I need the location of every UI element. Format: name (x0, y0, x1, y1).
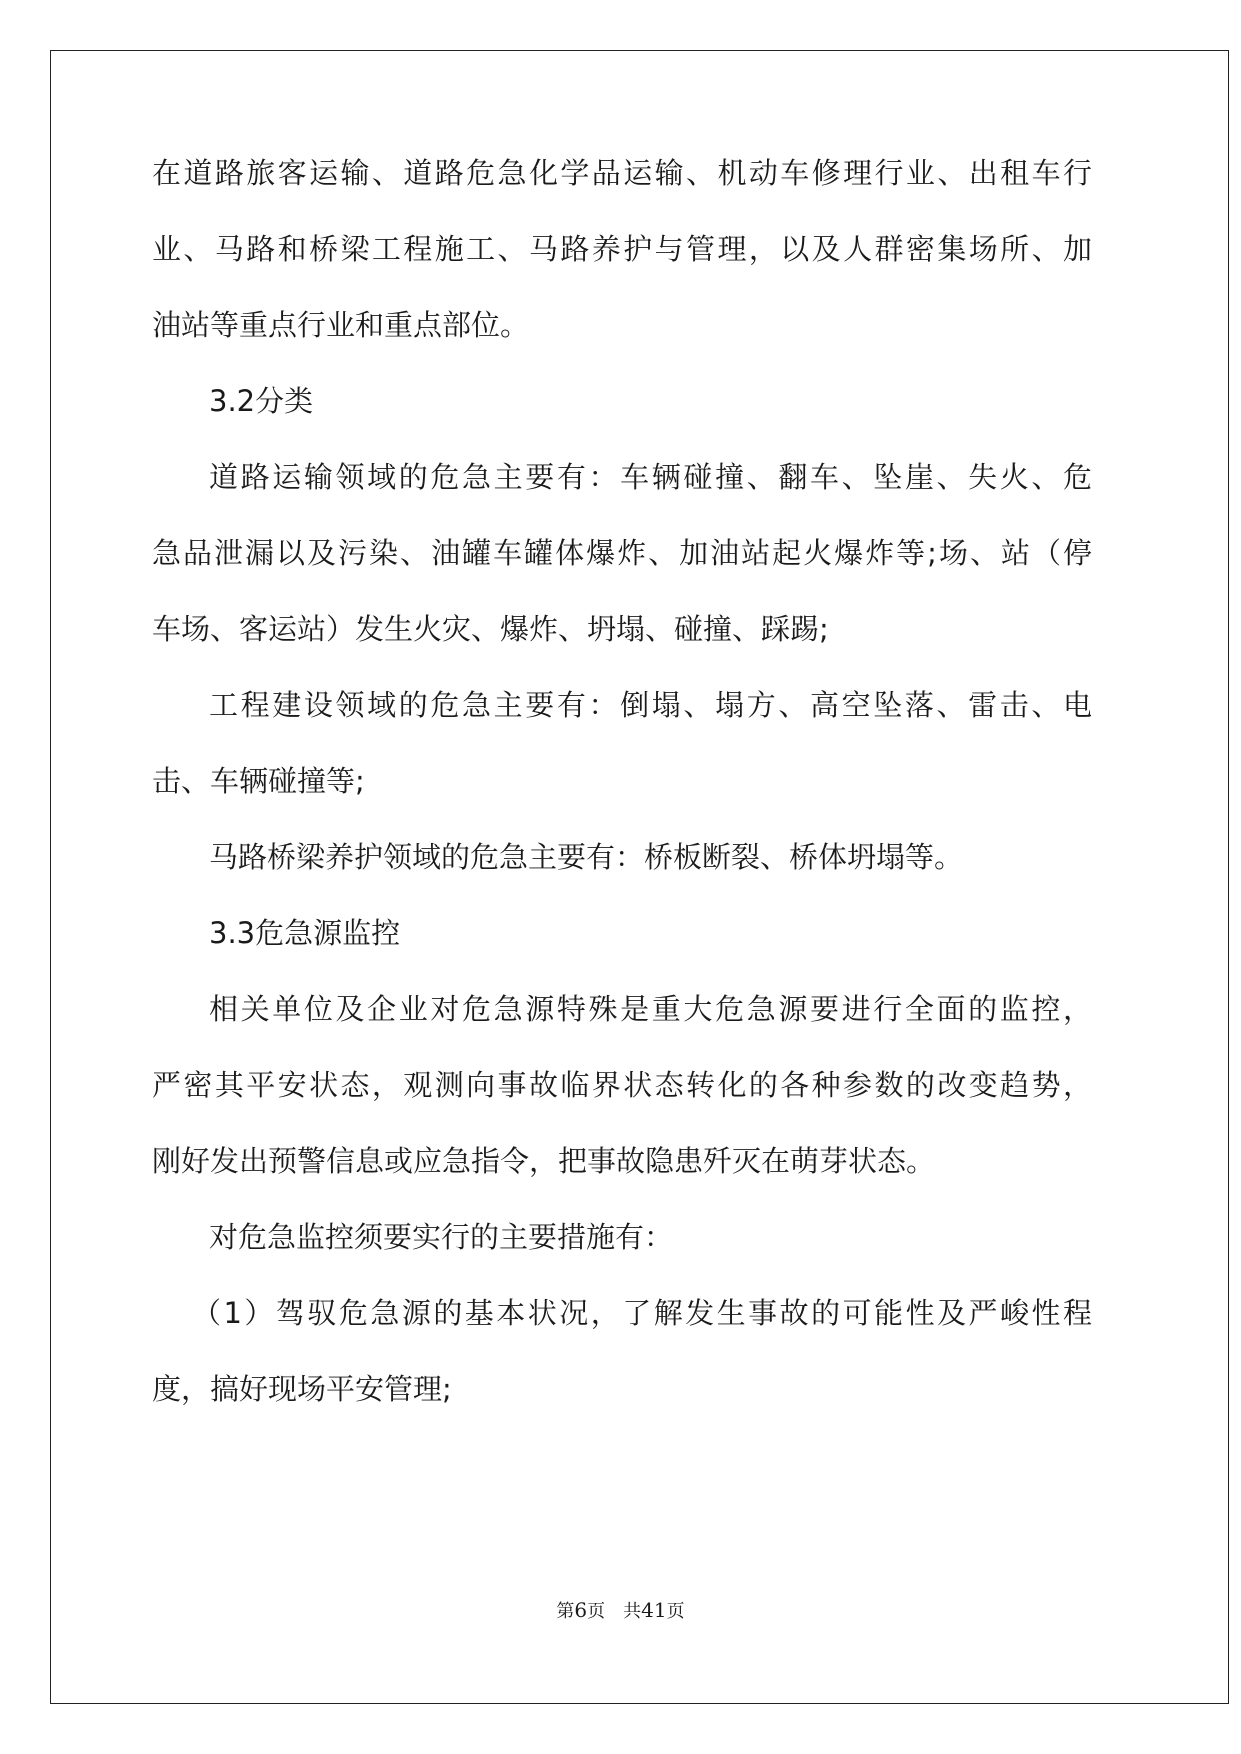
page-footer (0, 1596, 1241, 1626)
paragraph-line: 道路运输领域的危急主要有：车辆碰撞、翻车、坠崖、失火、危 (209, 460, 1092, 494)
footer-page-suffix: 页 (666, 1601, 685, 1622)
footer-page-mid: 页 共 (587, 1601, 642, 1622)
paragraph-line: 业、马路和桥梁工程施工、马路养护与管理，以及人群密集场所、加 (152, 232, 1092, 266)
footer-total-pages: 41 (641, 1598, 667, 1622)
paragraph-line: 严密其平安状态，观测向事故临界状态转化的各种参数的改变趋势， (152, 1068, 1092, 1102)
paragraph-line: 油站等重点行业和重点部位。 (152, 308, 530, 342)
footer-current-page: 6 (574, 1598, 588, 1622)
paragraph-line: 度，搞好现场平安管理; (152, 1372, 452, 1406)
paragraph-line: （1）驾驭危急源的基本状况，了解发生事故的可能性及严峻性程 (192, 1296, 1092, 1330)
section-heading: 3.2分类 (209, 384, 314, 418)
paragraph-line: 工程建设领域的危急主要有：倒塌、塌方、高空坠落、雷击、电 (209, 688, 1092, 722)
paragraph-line: 相关单位及企业对危急源特殊是重大危急源要进行全面的监控， (209, 992, 1092, 1026)
section-heading: 3.3危急源监控 (209, 916, 401, 950)
paragraph-line: 刚好发出预警信息或应急指令，把事故隐患歼灭在萌芽状态。 (152, 1144, 936, 1178)
footer-page-prefix: 第 (556, 1601, 575, 1622)
paragraph-line: 在道路旅客运输、道路危急化学品运输、机动车修理行业、出租车行 (152, 156, 1092, 190)
paragraph-line: 对危急监控须要实行的主要措施有： (209, 1220, 674, 1254)
paragraph-line: 急品泄漏以及污染、油罐车罐体爆炸、加油站起火爆炸等;场、站（停 (152, 536, 1092, 570)
document-page (50, 50, 1229, 1704)
paragraph-line: 击、车辆碰撞等; (152, 764, 365, 798)
paragraph-line: 车场、客运站）发生火灾、爆炸、坍塌、碰撞、踩踢; (152, 612, 829, 646)
paragraph-line: 马路桥梁养护领域的危急主要有：桥板断裂、桥体坍塌等。 (209, 840, 964, 874)
